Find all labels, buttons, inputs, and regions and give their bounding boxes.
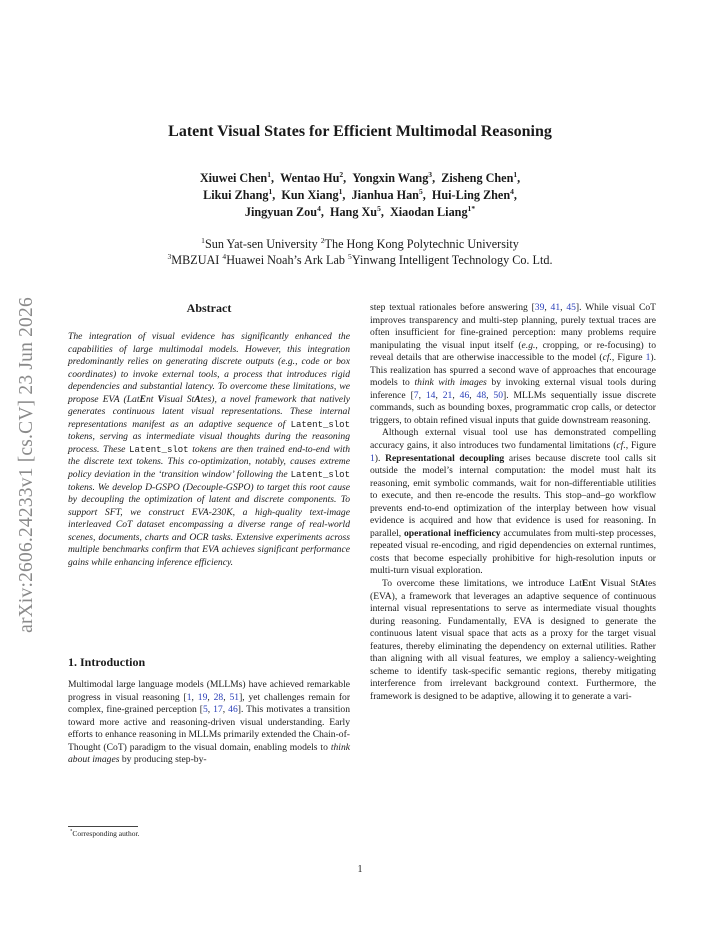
affiliation-row: $^1$Sun Yat-sen University $^2$The Hong Kong Polytechnic University xyxy=(201,235,519,251)
paragraph: Although external visual tool use has demonstrated compelling accuracy gains, it also introduces two fundamental limitations (cf., Figure 1). Representational decoupling arises because discrete tool calls sit outside the model’s internal computation: the model must halt its reasoning, emit symbolic commands, wait for non-differentiable utilities to execute, and then re-encode the results. This stop–and–go workflow prevents end-to-end optimization of the interplay between how visual evidence is acquired and how that evidence is used for reasoning. In parallel, operational inefficiency accumulates from multi-step processes, repeated visual re-encoding, and rigid dependencies on external runtimes, costs that become especially prohibitive for high-resolution inputs or multi-turn visual exploration. xyxy=(370,427,656,577)
footnote: *Corresponding author. xyxy=(70,829,140,838)
right-column-body xyxy=(370,302,656,704)
arxiv-stamp: arXiv:2606.24233v1 [cs.CV] 23 Jun 2026 xyxy=(16,297,37,633)
affiliations xyxy=(0,236,720,268)
author-row: Jingyuan Zou$^4$, Hang Xu$^5$, Xiaodan Liang$^{1*}$ xyxy=(244,203,476,219)
paragraph: To overcome these limitations, we introduce LatEnt Visual StAtes (EVA), a framework that leverages an adaptive sequence of continuous internal visual representations to serve as intermediate visual thoughts during reasoning. Fundamentally, EVA is designed to generate the continuous latent visual space that acts as a proxy for the target visual features, thereby eliminating the dependency on external utilities. Rather than aligning with all visual features, we employ a saliency-weighting scheme to identify task-specific semantic regions, thereby mitigating interference from irrelevant background context. Furthermore, the framework is designed to be adaptive, allowing it to generate a vari- xyxy=(370,578,656,702)
abstract-heading: Abstract xyxy=(186,301,232,315)
introduction-heading: 1. Introduction xyxy=(68,655,146,669)
author-row: Likui Zhang$^1$, Kun Xiang$^1$, Jianhua Han$^5$, Hui-Ling Zhen$^4$, xyxy=(203,186,517,202)
abstract-body: The integration of visual evidence has significantly enhanced the capabilities of large multimodal models. However, this integration predominantly relies on generating discrete outputs (e.g., code or box coordinates) to invoke external tools, a process that introduces rigid dependencies and substantial latency. To overcome these limitations, we propose EVA (LatEnt Visual StAtes), a novel framework that natively generates continuous latent visual representations. These internal representations manifest as an adaptive sequence of Latent_slot tokens, serving as intermediate visual thoughts during the reasoning process. These Latent_slot tokens are then trained end-to-end with the discrete text tokens. This co-optimization, notably, causes extreme policy deviation in the ‘transition window’ following the Latent_slot tokens. We develop D-GSPO (Decouple-GSPO) to target this root cause by decoupling the optimization of latent and discrete components. To support SFT, we construct EVA-230K, a high-quality text-image interleaved CoT dataset encompassing a diverse range of real-world scenes, documents, charts and OCR tasks. Extensive experiments across multiple benchmarks confirm that EVA achieves significant performance gains while enhancing inference efficiency. xyxy=(68,331,350,568)
author-row: Xiuwei Chen$^1$, Wentao Hu$^2$, Yongxin Wang$^3$, Zisheng Chen$^1$, xyxy=(199,169,521,185)
affiliation-row: $^3$MBZUAI $^4$Huawei Noah’s Ark Lab $^5$Yinwang Intelligent Technology Co. Ltd. xyxy=(167,251,553,267)
paragraph: step textual rationales before answering [39, 41, 45]. While visual CoT improves transparency and multi-step planning, purely textual traces are often insufficient for fine-grained perception: many problems require manipulating the visual input itself (e.g., cropping, or re-focusing) to reveal details that are otherwise inaccessible to the model (cf., Figure 1). This realization has spurred a second wave of approaches that encourage models to think with images by invoking external visual tools during inference [7, 14, 21, 46, 48, 50]. MLLMs sequentially issue discrete commands, such as bounding boxes, programmatic crop calls, or detector triggers, to obtain refined visual inputs that guide downstream reasoning. xyxy=(370,302,657,426)
footnote-rule xyxy=(68,826,138,827)
introduction-paragraph: Multimodal large language models (MLLMs) have achieved remarkable progress in visual reasoning [1, 19, 28, 51], yet challenges remain for complex, fine-grained perception [5, 17, 46]. This motivates a transition toward more active and reasoning-driven visual understanding. Early efforts to enhance reasoning in MLLMs primarily extended the Chain-of-Thought (CoT) paradigm to the visual domain, enabling models to think about images by producing step-by- xyxy=(68,679,351,766)
author-list xyxy=(0,170,720,221)
paper-title: Latent Visual States for Efficient Multimodal Reasoning xyxy=(168,123,552,140)
page-number: 1 xyxy=(357,864,363,875)
